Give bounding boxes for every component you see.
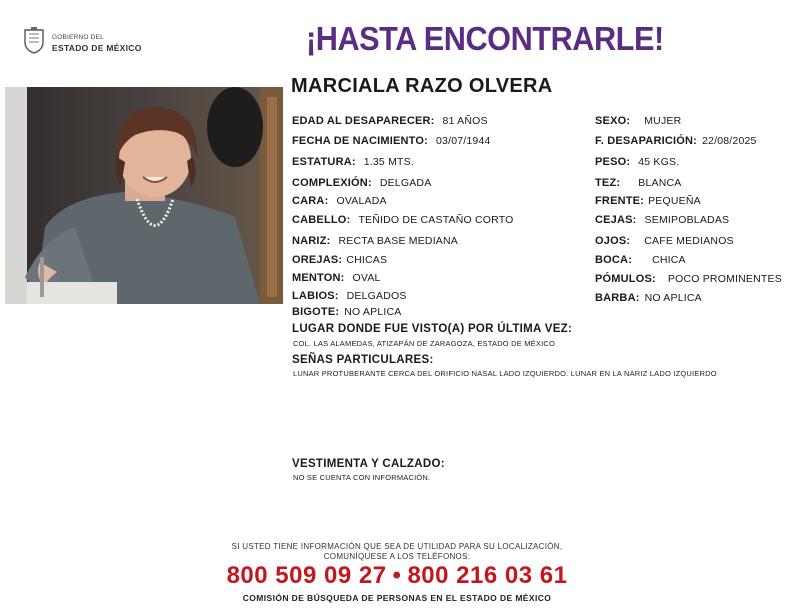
person-name: MARCIALA RAZO OLVERA xyxy=(291,75,553,97)
logo-line-1: GOBIERNO DEL xyxy=(52,34,104,41)
field-value: NO APLICA xyxy=(344,306,402,318)
field-label: BIGOTE: xyxy=(292,306,340,318)
field-value: 45 KGS. xyxy=(638,156,680,168)
field-value: NO APLICA xyxy=(644,292,702,304)
field-value: RECTA BASE MEDIANA xyxy=(338,235,458,247)
field-beard xyxy=(595,292,702,304)
phone-number-1[interactable]: 800 509 09 27 xyxy=(226,562,387,589)
logo-line-2: ESTADO DE MÉXICO xyxy=(52,43,142,53)
field-label: PESO: xyxy=(595,156,631,168)
field-value: 81 AÑOS xyxy=(442,115,488,127)
field-label: ESTATURA: xyxy=(292,156,356,168)
field-value: 22/08/2025 xyxy=(702,135,757,147)
field-label: PÓMULOS: xyxy=(595,273,656,285)
field-value: OVAL xyxy=(352,272,381,284)
contact-info-line-1: SI USTED TIENE INFORMACIÓN QUE SEA DE UTILIDAD PARA SU LOCALIZACIÓN, xyxy=(231,542,563,551)
field-label: CARA: xyxy=(292,195,329,207)
field-value: SEMIPOBLADAS xyxy=(644,214,730,226)
field-label: COMPLEXIÓN: xyxy=(292,177,372,189)
field-value: 03/07/1944 xyxy=(436,135,491,147)
field-nose xyxy=(292,235,458,247)
state-crest-icon xyxy=(22,26,46,54)
field-label: MENTON: xyxy=(292,272,345,284)
field-forehead xyxy=(595,195,701,207)
field-value: CHICAS xyxy=(346,254,388,266)
field-hair xyxy=(292,214,514,226)
photo-illustration xyxy=(5,87,283,304)
contact-info-line-2: COMUNÍQUESE A LOS TELÉFONOS: xyxy=(323,552,471,561)
headline: ¡HASTA ENCONTRARLE! xyxy=(306,20,664,57)
phone-numbers xyxy=(0,562,794,590)
particular-signs-text: LUNAR PROTUBERANTE CERCA DEL ORIFICIO NASAL LADO IZQUIERDO. LUNAR EN LA NARIZ LADO IZQUIERDO xyxy=(293,369,717,378)
field-birth-date xyxy=(292,135,491,147)
field-value: OVALADA xyxy=(336,195,387,207)
field-label: FECHA DE NACIMIENTO: xyxy=(292,135,428,147)
commission-name: COMISIÓN DE BÚSQUEDA DE PERSONAS EN EL ESTADO DE MÉXICO xyxy=(242,593,552,603)
field-label: CABELLO: xyxy=(292,214,351,226)
field-eyebrows xyxy=(595,214,729,226)
field-label: TEZ: xyxy=(595,177,621,189)
last-seen-title: LUGAR DONDE FUE VISTO(A) POR ÚLTIMA VEZ: xyxy=(292,323,573,335)
field-sex xyxy=(595,115,681,127)
last-seen-text: COL. LAS ALAMEDAS, ATIZAPÁN DE ZARAGOZA, ESTADO DE MÉXICO xyxy=(293,339,556,348)
field-label: EDAD AL DESAPARECER: xyxy=(292,115,435,127)
field-value: DELGADOS xyxy=(346,290,407,302)
field-ears xyxy=(292,254,387,266)
person-photo xyxy=(5,87,283,304)
field-label: F. DESAPARICIÓN: xyxy=(595,135,698,147)
field-value: CHICA xyxy=(652,254,686,266)
field-label: OJOS: xyxy=(595,235,631,247)
field-label: NARIZ: xyxy=(292,235,331,247)
field-complexion xyxy=(595,177,681,189)
field-label: FRENTE: xyxy=(595,195,645,207)
field-value: CAFE MEDIANOS xyxy=(644,235,734,247)
phone-separator: • xyxy=(392,562,402,589)
field-label: CEJAS: xyxy=(595,214,637,226)
field-cheekbones xyxy=(595,273,782,285)
field-label: SEXO: xyxy=(595,115,631,127)
field-chin xyxy=(292,272,381,284)
field-label: OREJAS: xyxy=(292,254,343,266)
field-eyes xyxy=(595,235,734,247)
field-label: LABIOS: xyxy=(292,290,339,302)
phone-number-2[interactable]: 800 216 03 61 xyxy=(407,562,568,589)
field-disappearance-date xyxy=(595,135,757,147)
field-mustache xyxy=(292,306,401,318)
field-value: MUJER xyxy=(644,115,682,127)
field-build xyxy=(292,177,431,189)
government-logo xyxy=(22,26,152,56)
field-value: TEÑIDO DE CASTAÑO CORTO xyxy=(358,214,514,226)
field-value: 1.35 MTS. xyxy=(363,156,414,168)
field-label: BOCA: xyxy=(595,254,633,266)
clothing-text: NO SE CUENTA CON INFORMACIÓN. xyxy=(293,473,431,482)
field-value: BLANCA xyxy=(638,177,682,189)
field-height xyxy=(292,156,414,168)
field-label: BARBA: xyxy=(595,292,640,304)
field-face xyxy=(292,195,387,207)
field-mouth xyxy=(595,254,686,266)
particular-signs-title: SEÑAS PARTICULARES: xyxy=(292,354,434,366)
field-age xyxy=(292,115,488,127)
clothing-title: VESTIMENTA Y CALZADO: xyxy=(292,458,445,470)
field-value: PEQUEÑA xyxy=(648,195,701,207)
field-weight xyxy=(595,156,679,168)
field-value: DELGADA xyxy=(379,177,432,189)
field-lips xyxy=(292,290,407,302)
field-value: POCO PROMINENTES xyxy=(667,273,782,285)
